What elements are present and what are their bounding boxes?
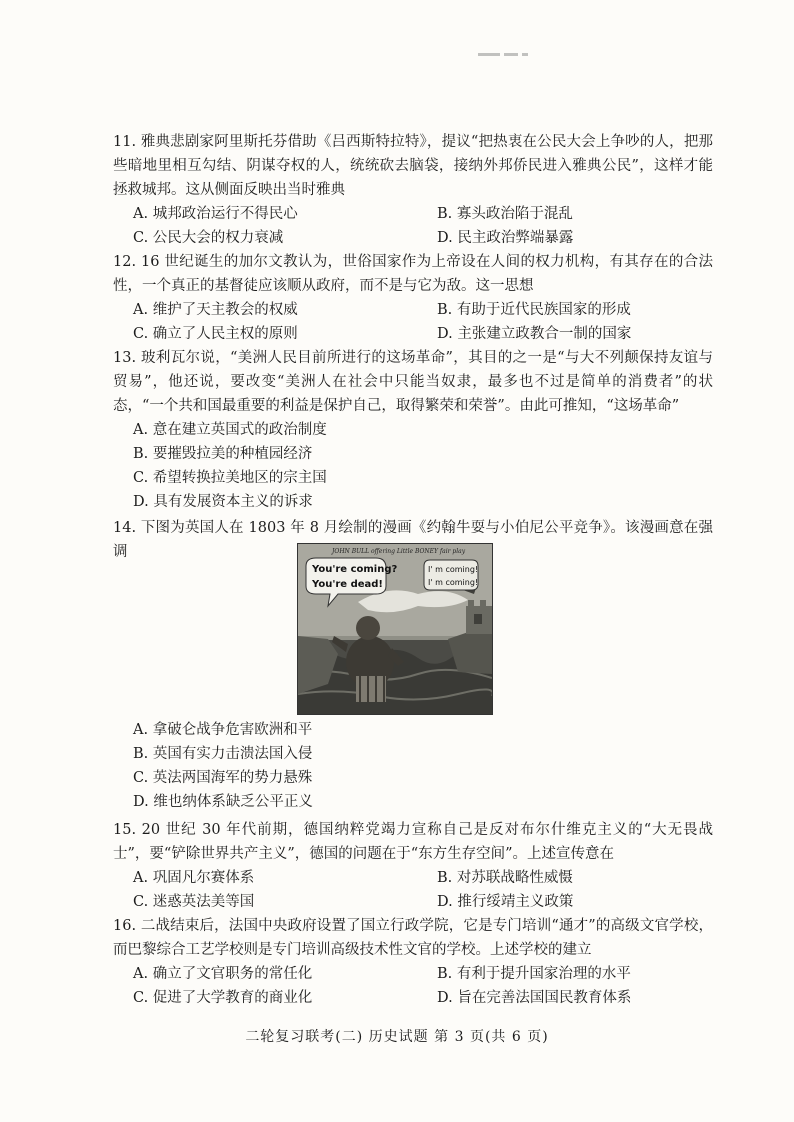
option-c: C. 公民大会的权力衰减 — [133, 230, 284, 246]
option-b: B. 对苏联战略性威慑 — [437, 870, 573, 886]
option-a: A. 意在建立英国式的政治制度 — [133, 422, 327, 438]
option-c: C. 迷惑英法美等国 — [133, 894, 255, 910]
speech-right-1: I' m coming! — [428, 565, 479, 574]
question-12 — [113, 250, 713, 346]
option-a: A. 城邦政治运行不得民心 — [133, 206, 298, 222]
question-stem: 14. 下图为英国人在 1803 年 8 月绘制的漫画《约翰牛耍与小伯尼公平竞争》。该漫画意在强调 — [113, 520, 713, 560]
option-d: D. 具有发展资本主义的诉求 — [133, 494, 313, 510]
speech-right-2: I' m coming! — [428, 578, 479, 587]
option-d: D. 民主政治弊端暴露 — [437, 230, 574, 246]
option-c: C. 确立了人民主权的原则 — [133, 326, 298, 342]
question-stem: 15. 20 世纪 30 年代前期，德国纳粹党竭力宣称自己是反对布尔什维克主义的“大无畏战士”，要“铲除世界共产主义”，德国的问题在于“东方生存空间”。上述宣传意在 — [113, 822, 713, 862]
option-a: A. 确立了文官职务的常任化 — [133, 966, 313, 982]
option-d: D. 主张建立政教合一制的国家 — [437, 326, 632, 342]
option-d: D. 旨在完善法国国民教育体系 — [437, 990, 632, 1006]
question-stem: 12. 16 世纪诞生的加尔文教认为，世俗国家作为上帝设在人间的权力机构，有其存在的合法性，一个真正的基督徒应该顺从政府，而不是与它为敌。这一思想 — [113, 254, 713, 294]
header-mark — [478, 44, 532, 49]
option-b: B. 要摧毁拉美的种植园经济 — [133, 446, 313, 462]
option-b: B. 有助于近代民族国家的形成 — [437, 302, 631, 318]
question-stem: 13. 玻利瓦尔说，“美洲人民目前所进行的这场革命”，其目的之一是“与大不列颠保持友谊与贸易”，他还说，要改变“美洲人在社会中只能当奴隶，最多也不过是简单的消费者”的状态，“一个共和国最重要的利益是保护自己，取得繁荣和荣誉”。由此可推知，“这场革命” — [113, 350, 713, 414]
option-b: B. 寡头政治陷于混乱 — [437, 206, 573, 222]
option-c: C. 希望转换拉美地区的宗主国 — [133, 470, 327, 486]
cartoon-image — [297, 543, 493, 715]
option-b: B. 有利于提升国家治理的水平 — [437, 966, 631, 982]
option-a: A. 维护了天主教会的权威 — [133, 302, 298, 318]
cartoon-caption: JOHN BULL offering Little BONEY fair play — [332, 548, 466, 555]
speech-left-1: You're coming? — [312, 564, 398, 575]
question-15 — [113, 818, 713, 914]
option-d: D. 维也纳体系缺乏公平正义 — [133, 794, 313, 810]
option-d: D. 推行绥靖主义政策 — [437, 894, 574, 910]
question-stem: 16. 二战结束后，法国中央政府设置了国立行政学院，它是专门培训“通才”的高级文官学校，而巴黎综合工艺学校则是专门培训高级技术性文官的学校。上述学校的建立 — [113, 918, 713, 958]
option-b: B. 英国有实力击溃法国入侵 — [133, 746, 313, 762]
option-a: A. 巩固凡尔赛体系 — [133, 870, 255, 886]
question-11 — [113, 130, 713, 250]
question-14-options — [113, 718, 713, 814]
question-13 — [113, 346, 713, 514]
question-16 — [113, 914, 713, 1010]
option-c: C. 促进了大学教育的商业化 — [133, 990, 313, 1006]
question-stem: 11. 雅典悲剧家阿里斯托芬借助《吕西斯特拉特》，提议“把热衷在公民大会上争吵的人，把那些暗地里相互勾结、阴谋夺权的人，统统砍去脑袋，接纳外邦侨民进入雅典公民”，这样才能拯救城邦。这从侧面反映出当时雅典 — [113, 134, 713, 198]
page-footer: 二轮复习联考(二) 历史试题 第 3 页(共 6 页) — [245, 1029, 549, 1045]
speech-left-2: You're dead! — [312, 579, 383, 590]
option-a: A. 拿破仑战争危害欧洲和平 — [133, 722, 313, 738]
option-c: C. 英法两国海军的势力悬殊 — [133, 770, 313, 786]
